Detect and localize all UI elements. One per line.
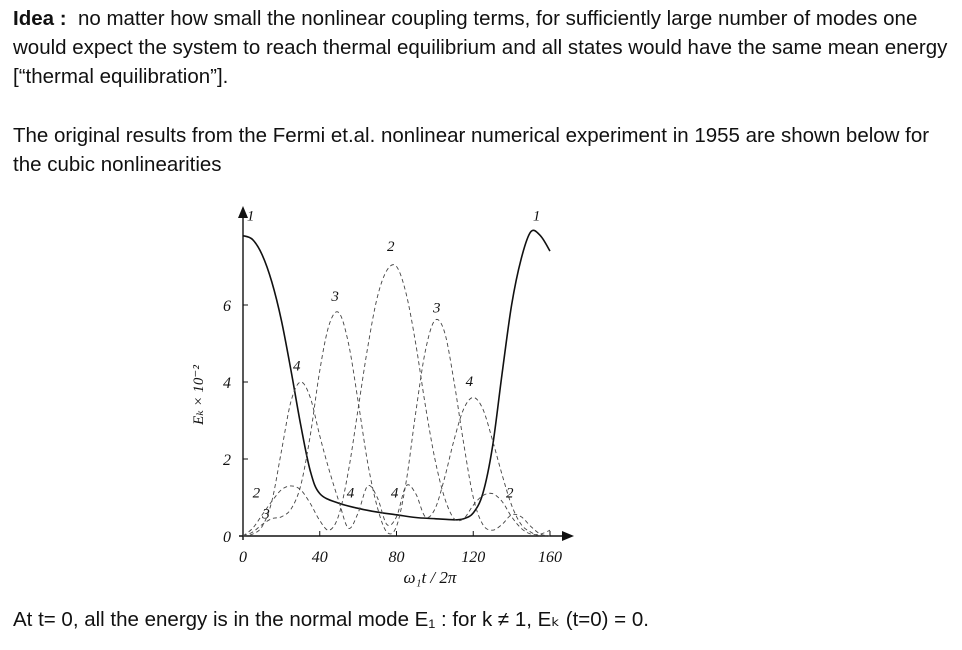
series-4-line	[243, 382, 550, 536]
y-tick-label: 4	[223, 375, 231, 392]
x-tick-label: 80	[388, 549, 405, 566]
x-tick-label: 0	[239, 549, 247, 566]
series-4-label: 4	[346, 485, 355, 502]
y-tick-label: 0	[223, 529, 231, 546]
series-2-label: 2	[505, 485, 514, 502]
x-tick-label: 160	[538, 549, 562, 566]
conclusion-paragraph: At t= 0, all the energy is in the normal mode E₁ : for k ≠ 1, Eₖ (t=0) = 0.	[13, 608, 649, 631]
results-paragraph: The original results from the Fermi et.al. nonlinear numerical experiment in 1955 are shown below for the cubic nonlinearities	[13, 124, 930, 176]
x-tick-label: 120	[461, 549, 486, 566]
y-tick-label: 6	[223, 298, 231, 315]
idea-text: no matter how small the nonlinear coupling terms, for sufficiently large number of modes one would expect the system to reach thermal equilibrium and all states would have the same mean energy [“thermal equilibration”].	[13, 7, 948, 88]
idea-label: Idea :	[13, 7, 67, 30]
series-4-label: 4	[292, 358, 301, 375]
series-1-label: 1	[246, 208, 255, 225]
chart-ticks	[223, 298, 562, 566]
series-2-label: 2	[252, 485, 261, 502]
series-3-label: 3	[433, 300, 441, 317]
y-axis-label: Eₖ × 10⁻²	[191, 365, 207, 425]
series-3-line	[243, 312, 550, 536]
series-1-label: 1	[532, 208, 541, 225]
series-1-line	[243, 230, 550, 519]
series-3-label: 3	[262, 506, 270, 523]
series-4-label: 4	[390, 485, 399, 502]
series-3-label: 3	[331, 289, 339, 306]
y-tick-label: 2	[223, 452, 231, 469]
series-4-label: 4	[465, 373, 474, 390]
series-2-label: 2	[386, 239, 395, 256]
x-axis-label: ω₁t / 2π	[403, 568, 457, 587]
chart-annotations	[247, 208, 540, 522]
x-tick-label: 40	[311, 549, 328, 566]
